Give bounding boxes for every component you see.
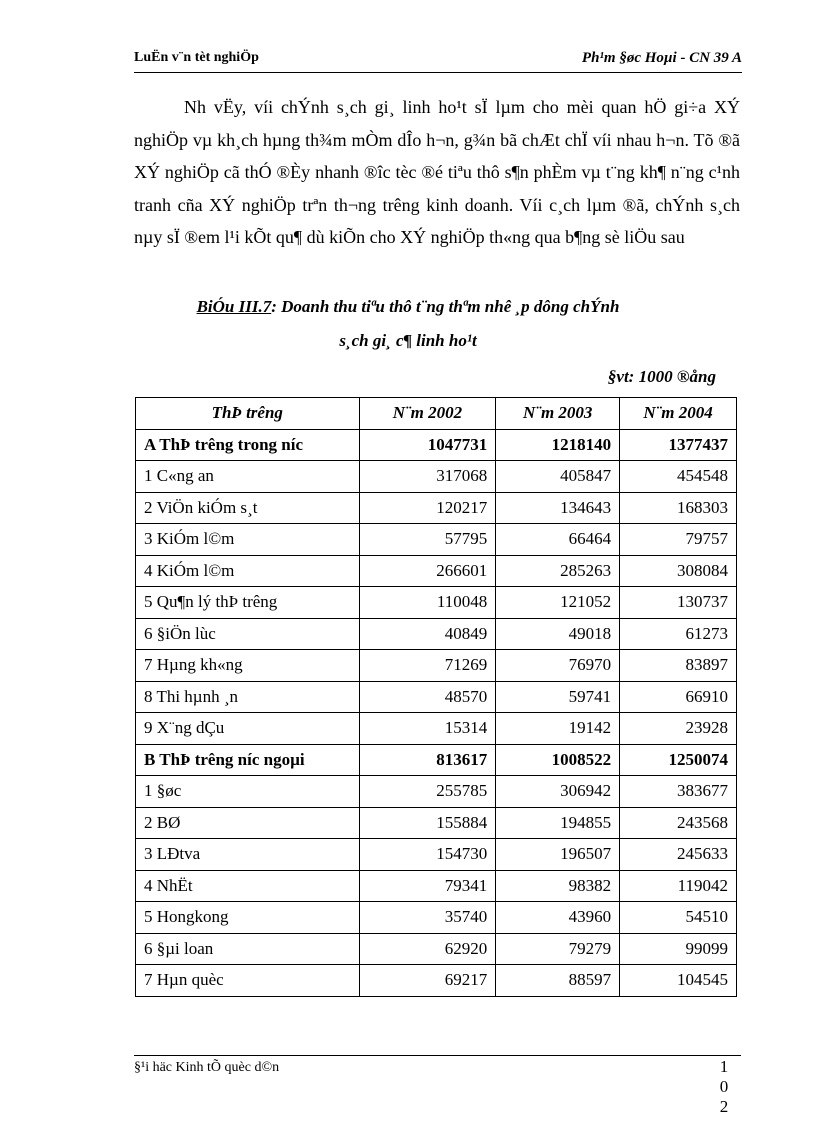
row-label: 2 ViÖn kiÓm s¸t xyxy=(136,492,360,524)
table-row xyxy=(136,461,737,493)
value-2002: 155884 xyxy=(359,807,496,839)
row-label: A ThÞ trêng trong níc xyxy=(136,429,360,461)
value-2002: 1047731 xyxy=(359,429,496,461)
value-2002: 62920 xyxy=(359,933,496,965)
value-2003: 285263 xyxy=(496,555,620,587)
footer-university: §¹i häc Kinh tÕ quèc d©n xyxy=(134,1060,280,1075)
row-label: 7 Hµng kh«ng xyxy=(136,650,360,682)
value-2003: 88597 xyxy=(496,965,620,997)
value-2002: 15314 xyxy=(359,713,496,745)
value-2003: 134643 xyxy=(496,492,620,524)
value-2002: 79341 xyxy=(359,870,496,902)
value-2003: 306942 xyxy=(496,776,620,808)
value-2003: 121052 xyxy=(496,587,620,619)
table-row xyxy=(136,776,737,808)
table-row xyxy=(136,902,737,934)
value-2003: 405847 xyxy=(496,461,620,493)
page-number-digit: 2 xyxy=(719,1097,729,1116)
table-row xyxy=(136,839,737,871)
table-row xyxy=(136,587,737,619)
value-2002: 57795 xyxy=(359,524,496,556)
value-2004: 454548 xyxy=(620,461,737,493)
table-row xyxy=(136,713,737,745)
row-label: 7 Hµn quèc xyxy=(136,965,360,997)
value-2004: 1377437 xyxy=(620,429,737,461)
value-2003: 49018 xyxy=(496,618,620,650)
page-number-digit: 0 xyxy=(719,1077,729,1096)
table-row xyxy=(136,429,737,461)
value-2004: 245633 xyxy=(620,839,737,871)
value-2002: 40849 xyxy=(359,618,496,650)
value-2004: 1250074 xyxy=(620,744,737,776)
column-header-2002: N¨m 2002 xyxy=(359,398,496,430)
value-2002: 317068 xyxy=(359,461,496,493)
page-header xyxy=(134,50,742,72)
value-2002: 35740 xyxy=(359,902,496,934)
table-row xyxy=(136,681,737,713)
value-2004: 383677 xyxy=(620,776,737,808)
footer-divider xyxy=(134,1055,741,1056)
value-2004: 119042 xyxy=(620,870,737,902)
value-2003: 19142 xyxy=(496,713,620,745)
value-2004: 130737 xyxy=(620,587,737,619)
value-2002: 69217 xyxy=(359,965,496,997)
value-2004: 66910 xyxy=(620,681,737,713)
value-2003: 194855 xyxy=(496,807,620,839)
value-2004: 54510 xyxy=(620,902,737,934)
row-label: 8 Thi hµnh ¸n xyxy=(136,681,360,713)
value-2002: 110048 xyxy=(359,587,496,619)
table-row xyxy=(136,933,737,965)
value-2002: 48570 xyxy=(359,681,496,713)
value-2002: 266601 xyxy=(359,555,496,587)
column-header-2003: N¨m 2003 xyxy=(496,398,620,430)
table-caption xyxy=(0,297,816,317)
header-divider xyxy=(134,72,742,73)
table-row xyxy=(136,744,737,776)
row-label: B ThÞ trêng níc ngoµi xyxy=(136,744,360,776)
value-2004: 79757 xyxy=(620,524,737,556)
value-2003: 1008522 xyxy=(496,744,620,776)
caption-label: BiÓu III.7 xyxy=(196,297,272,316)
table-row xyxy=(136,555,737,587)
value-2003: 76970 xyxy=(496,650,620,682)
value-2002: 255785 xyxy=(359,776,496,808)
table-row xyxy=(136,492,737,524)
value-2003: 196507 xyxy=(496,839,620,871)
page-number-digit: 1 xyxy=(719,1057,729,1076)
column-header-2004: N¨m 2004 xyxy=(620,398,737,430)
value-2003: 43960 xyxy=(496,902,620,934)
row-label: 1 C«ng an xyxy=(136,461,360,493)
row-label: 4 KiÓm l©m xyxy=(136,555,360,587)
value-2002: 813617 xyxy=(359,744,496,776)
body-paragraph: Nh vËy, víi chÝnh s¸ch gi¸ linh ho¹t sÏ lµm cho mèi quan hÖ gi÷a XÝ nghiÖp vµ kh¸ch hµng th¾m mÒm dÎo h¬n, g¾n bã chÆt chÏ víi nhau h¬n. Tõ ®ã XÝ nghiÖp cã thÓ ®Èy nhanh ®îc tèc ®é tiªu thô s¶n phÈm vµ t¨ng kh¶ n¨ng c¹nh tranh cña XÝ nghiÖp trªn th¬ng trêng kinh doanh. Víi c¸ch lµm ®ã, chÝnh s¸ch nµy sÏ ®em l¹i kÕt qu¶ dù kiÕn cho XÝ nghiÖp th«ng qua b¶ng sè liÖu sau xyxy=(134,97,740,247)
row-label: 2 BØ xyxy=(136,807,360,839)
value-2004: 243568 xyxy=(620,807,737,839)
revenue-table xyxy=(135,397,737,997)
value-2002: 154730 xyxy=(359,839,496,871)
row-label: 5 Qu¶n lý thÞ trêng xyxy=(136,587,360,619)
value-2003: 59741 xyxy=(496,681,620,713)
row-label: 3 KiÓm l©m xyxy=(136,524,360,556)
column-header-market: ThÞ trêng xyxy=(136,398,360,430)
unit-label: §vt: 1000 ®ång xyxy=(607,367,716,386)
table-row xyxy=(136,807,737,839)
caption-title-line1: : Doanh thu tiªu thô t¨ng thªm nhê ¸p dông chÝnh xyxy=(271,297,620,316)
value-2004: 104545 xyxy=(620,965,737,997)
value-2004: 308084 xyxy=(620,555,737,587)
table-row xyxy=(136,870,737,902)
row-label: 3 LÐtva xyxy=(136,839,360,871)
table-row xyxy=(136,965,737,997)
row-label: 6 §iÖn lùc xyxy=(136,618,360,650)
table-row xyxy=(136,524,737,556)
value-2003: 1218140 xyxy=(496,429,620,461)
header-author: Ph¹m §øc Hoµi - CN 39 A xyxy=(581,50,742,66)
table-body xyxy=(136,429,737,996)
table-row xyxy=(136,650,737,682)
value-2002: 120217 xyxy=(359,492,496,524)
value-2003: 79279 xyxy=(496,933,620,965)
row-label: 5 Hongkong xyxy=(136,902,360,934)
value-2004: 99099 xyxy=(620,933,737,965)
page-number xyxy=(718,1057,730,1117)
row-label: 1 §øc xyxy=(136,776,360,808)
value-2004: 168303 xyxy=(620,492,737,524)
caption-title-line2: s¸ch gi¸ c¶ linh ho¹t xyxy=(339,331,477,350)
value-2004: 83897 xyxy=(620,650,737,682)
row-label: 4 NhËt xyxy=(136,870,360,902)
header-thesis-label: LuËn v¨n tèt nghiÖp xyxy=(134,50,259,65)
value-2003: 66464 xyxy=(496,524,620,556)
value-2004: 61273 xyxy=(620,618,737,650)
table-row xyxy=(136,618,737,650)
value-2002: 71269 xyxy=(359,650,496,682)
row-label: 6 §µi loan xyxy=(136,933,360,965)
value-2003: 98382 xyxy=(496,870,620,902)
value-2004: 23928 xyxy=(620,713,737,745)
row-label: 9 X¨ng dÇu xyxy=(136,713,360,745)
table-header-row xyxy=(136,398,737,430)
